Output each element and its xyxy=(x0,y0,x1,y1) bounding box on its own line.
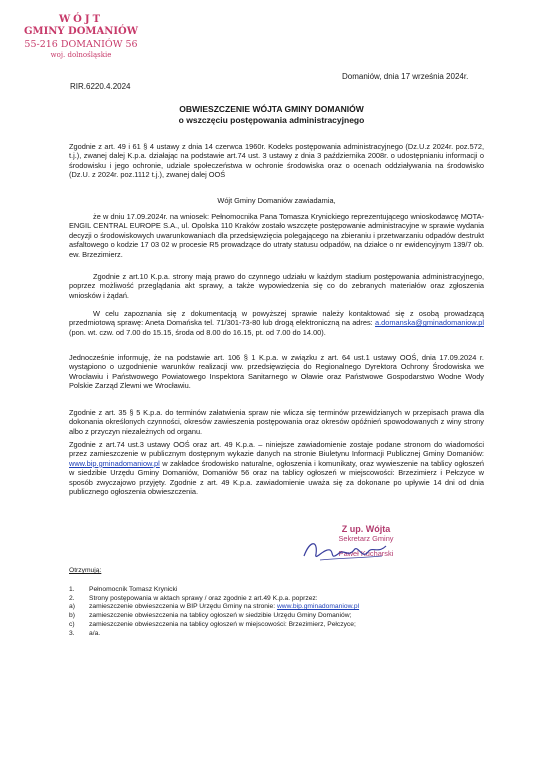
stamp-line-2: GMINY DOMANIÓW xyxy=(23,26,139,37)
list-item-text: zamieszczenie obwieszczenia na tablicy ogłoszeń w siedzibie Urzędu Gminy Domaniów; xyxy=(89,612,352,620)
list-item-text xyxy=(89,603,359,612)
list-item xyxy=(69,603,489,612)
contact-hours: (pon. wt. czw. od 7.00 do 15.15, środa od 8.00 do 16.15, pt. od 7.00 do 14.00). xyxy=(69,327,326,337)
list-item-text: Strony postępowania w aktach sprawy / oraz zgodnie z art.49 K.p.a. poprzez: xyxy=(89,594,318,602)
handwritten-signature xyxy=(300,536,390,566)
paragraph-publication xyxy=(69,440,484,496)
list-item-text: a/a. xyxy=(89,629,101,637)
list-item-text: zamieszczenie obwieszczenia na tablicy ogłoszeń w miejscowości: Brzezimierz, Pełczyce; xyxy=(89,620,356,628)
reference-number: RIR.6220.4.2024 xyxy=(70,82,131,91)
publication-text: Zgodnie z art.74 ust.3 ustawy OOŚ oraz art. 49 K.p.a. – niniejsze zawiadomienie zostaje podane stronom do wiadomości przez zamieszczenie w publicznym dostępnym wykazie danych na stronie Biuletynu Informacji Publicznej Gminy Domaniów: xyxy=(69,440,484,459)
list-item xyxy=(69,630,489,639)
recipients-heading: Otrzymują: xyxy=(69,567,102,574)
contact-text: W celu zapoznania się z dokumentacją w powyższej sprawie należy kontaktować się z osobą prowadzącą przedmiotową sprawę: Aneta Domańska tel. 71/301-73-80 lub drogą elektroniczną na adres: xyxy=(69,309,484,328)
list-item xyxy=(69,586,489,595)
paragraph-legal-basis: Zgodnie z art. 49 i 61 § 4 ustawy z dnia 14 czerwca 1960r. Kodeks postępowania administracyjnego (Dz.U.z 2024r. poz.572, t.j.), zwanej dalej K.p.a. działając na podstawie art.74 ust. 3 ustawy z dnia 3 października 2008r. o udostępnianiu informacji o środowisku i jego ochronie, udziale społeczeństwa w ochronie środowiska oraz o ocenach oddziaływania na środowisko (Dz.U. z 2024r. poz.1112 t.j.), zwanej dalej OOŚ xyxy=(69,142,484,180)
signature-line-1: Z up. Wójta xyxy=(341,524,391,534)
list-item xyxy=(69,621,489,630)
document-date: Domaniów, dnia 17 września 2024r. xyxy=(342,72,469,81)
list-item-number: 3. xyxy=(69,629,75,637)
list-item-number: b) xyxy=(69,612,75,620)
contact-email-link[interactable]: a.domanska@gminadomaniow.pl xyxy=(375,318,484,328)
list-item-text-part: zamieszczenie obwieszczenia w BIP Urzędu Gminy na stronie: xyxy=(89,603,277,611)
office-stamp xyxy=(6,14,156,59)
document-title: OBWIESZCZENIE WÓJTA GMINY DOMANIÓW xyxy=(179,104,364,114)
paragraph-agreements: Jednocześnie informuję, że na podstawie art. 106 § 1 K.p.a. w związku z art. 64 ust.1 ustawy OOŚ, dnia 17.09.2024 r. wystąpiono o uzgodnienie warunków realizacji ww. przedsięwzięcia do Regionalnego Dyrektora Ochrony Środowiska we Wrocławiu i Państwowego Powiatowego Inspektora Sanitarnego w Oławie oraz Państwowe Gospodarstwo Wodne Wody Polskie Zarząd Zlewni we Wrocławiu. xyxy=(69,353,484,391)
paragraph-contact xyxy=(69,309,484,337)
signature-name: Paweł Kucharski xyxy=(338,549,394,559)
stamp-line-1: WÓJT xyxy=(58,14,104,25)
list-item xyxy=(69,612,489,621)
list-item-number: 2. xyxy=(69,594,75,602)
list-item-text: Pełnomocnik Tomasz Krynicki xyxy=(89,585,178,593)
paragraph-proceedings: że w dniu 17.09.2024r. na wniosek: Pełnomocnika Pana Tomasza Krynickiego reprezentującego wnioskodawcę MOTA-ENGIL CENTRAL EUROPE S.A., ul. Opolska 110 Kraków zostało wszczęte postępowanie administracyjne w sprawie wydania decyzji o środowiskowych uwarunkowaniach dla przedsięwzięcia polegającego na zbieraniu i przetwarzaniu odpadów destrukt asfaltowego o kodzie 17 03 02 w procesie R5 prowadzące do utraty statusu odpadów, na działce o nr ewidencyjnym 139/7 ob. ew. Brzezimierz. xyxy=(69,212,484,259)
paragraph-deadlines: Zgodnie z art. 35 § 5 K.p.a. do terminów załatwienia spraw nie wlicza się terminów przewidzianych w przepisach prawa dla dokonania określonych czynności, okresów zawieszenia postępowania oraz okresów opóźnień spowodowanych z winy strony albo z przyczyn niezależnych od organu. xyxy=(69,408,484,436)
recipients-bip-link[interactable]: www.bip.gminadomaniow.pl xyxy=(276,603,360,611)
paragraph-rights: Zgodnie z art.10 K.p.a. strony mają prawo do czynnego udziału w każdym stadium postępowania administracyjnego, poprzez możliwość przeglądania akt sprawy, a także wypowiedzenia się co do zebranych materiałów oraz zgłoszenia wniosków i żądań. xyxy=(69,272,484,300)
publication-text-continued: w zakładce środowisko naturalne, ogłoszenia i komunikaty, oraz wywieszenie na tablicy ogłoszeń w siedzibie Urzędu Gminy Domaniów, Domaniów 56 oraz na tablicy ogłoszeń w miejscowości: Brzezimierz i Pełczyce w sposób zwyczajowo przyjęty. Zgodnie z art. 49 K.p.a. zawiadomienie uważa się za dokonane po upływie 14 dni od dnia publicznego ogłoszenia obwieszczenia. xyxy=(69,458,484,497)
list-item-number: 1. xyxy=(69,585,75,593)
list-item-number: a) xyxy=(69,603,75,611)
paragraph-announcement: Wójt Gminy Domaniów zawiadamia, xyxy=(217,196,336,205)
stamp-line-3: 55-216 DOMANIÓW 56 xyxy=(24,39,138,50)
list-item xyxy=(69,595,489,604)
list-item-number: c) xyxy=(69,620,75,628)
bip-link[interactable]: www.bip.gminadomaniow.pl xyxy=(69,458,160,468)
document-subtitle: o wszczęciu postępowania administracyjnego xyxy=(178,115,365,125)
recipients-list xyxy=(69,567,489,639)
signature-line-2: Sekretarz Gminy xyxy=(338,534,394,544)
stamp-line-4: woj. dolnośląskie xyxy=(50,51,112,59)
